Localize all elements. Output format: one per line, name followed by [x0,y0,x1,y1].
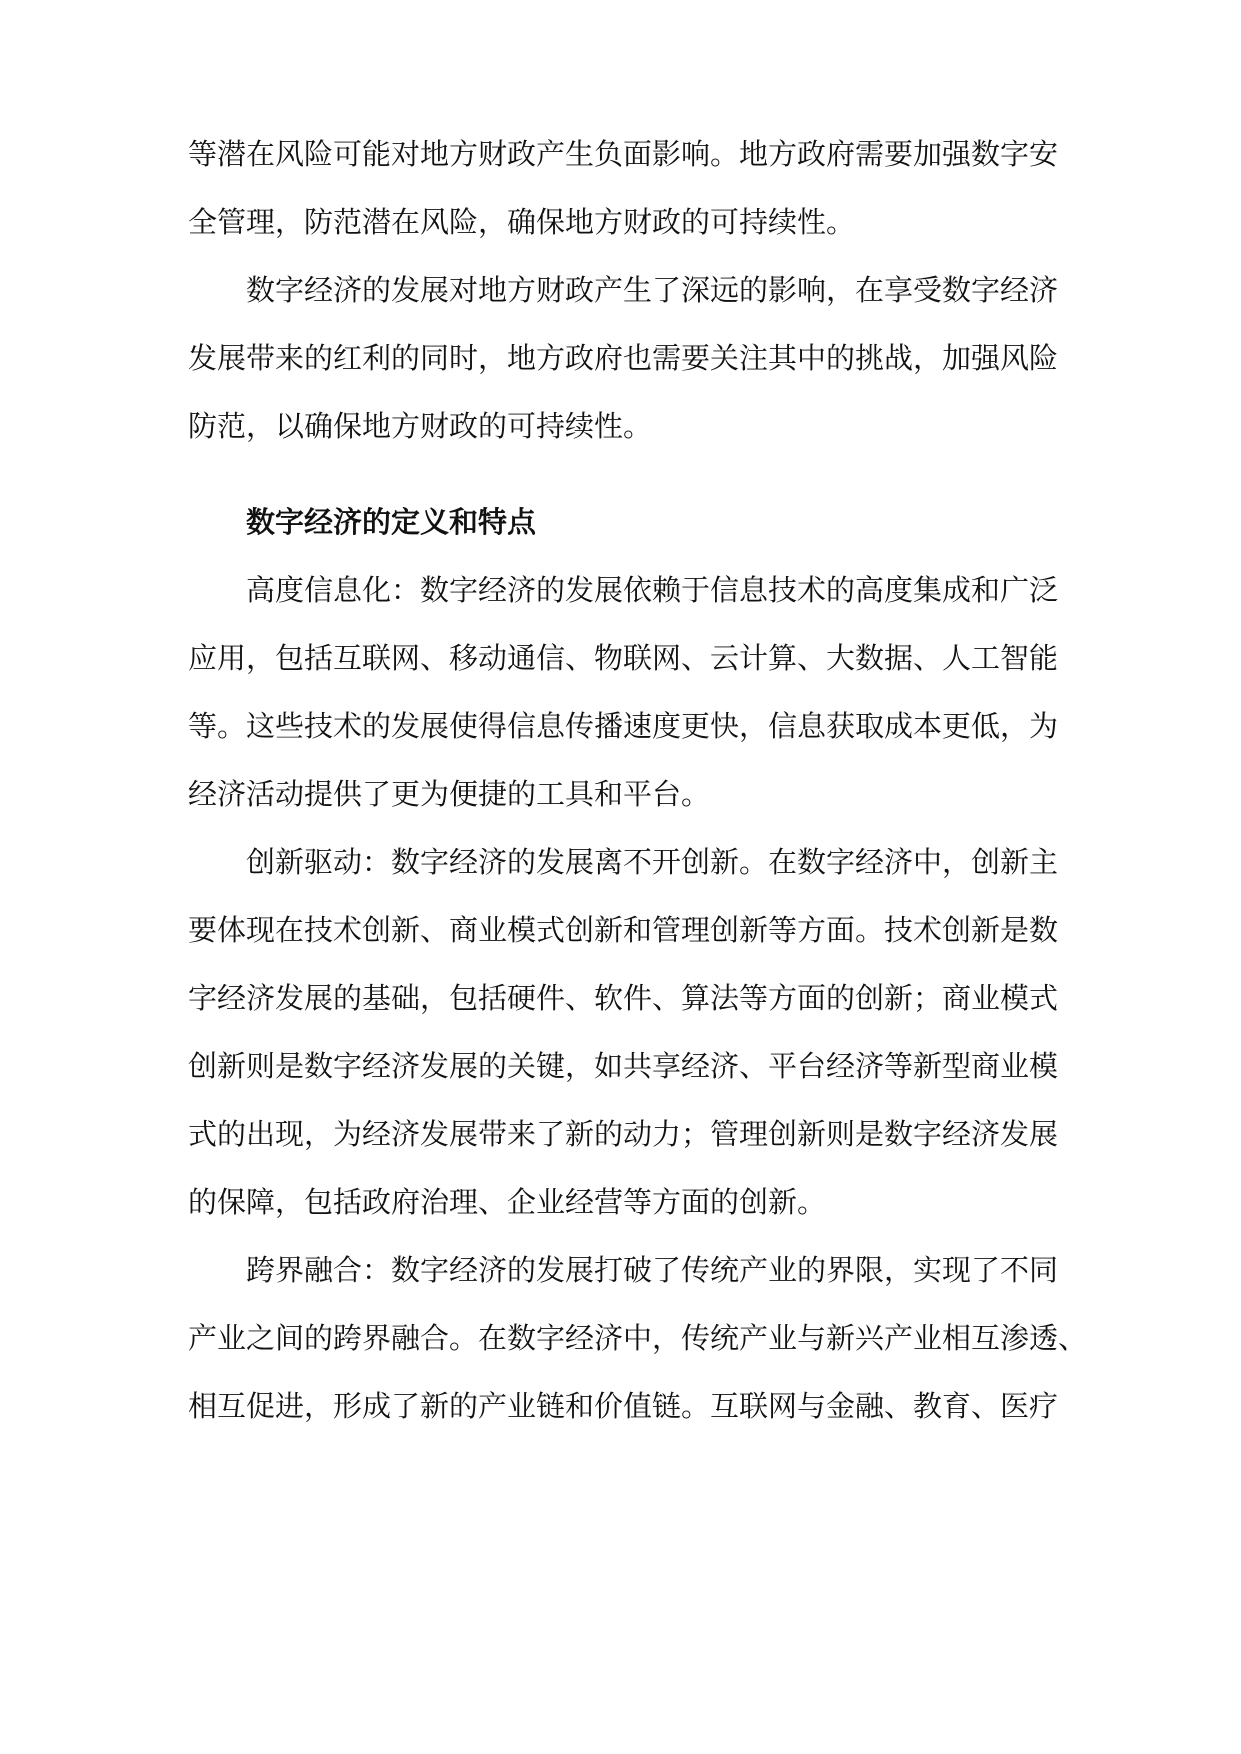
text-line: 高度信息化：数字经济的发展依赖于信息技术的高度集成和广泛 [246,573,1059,607]
text-line: 发展带来的红利的同时，地方政府也需要关注其中的挑战，加强风险 [188,341,1059,375]
text-line: 的保障，包括政府治理、企业经营等方面的创新。 [188,1185,827,1219]
text-line: 相互促进，形成了新的产业链和价值链。互联网与金融、教育、医疗 [188,1389,1059,1423]
text-line: 数字经济的发展对地方财政产生了深远的影响，在享受数字经济 [246,273,1059,307]
text-line: 式的出现，为经济发展带来了新的动力；管理创新则是数字经济发展 [188,1117,1059,1151]
text-line: 防范，以确保地方财政的可持续性。 [188,409,653,443]
text-line: 应用，包括互联网、移动通信、物联网、云计算、大数据、人工智能 [188,641,1059,675]
text-line: 等潜在风险可能对地方财政产生负面影响。地方政府需要加强数字安 [188,137,1059,171]
text-line: 等。这些技术的发展使得信息传播速度更快，信息获取成本更低，为 [188,709,1059,743]
text-line: 创新则是数字经济发展的关键，如共享经济、平台经济等新型商业模 [188,1049,1059,1083]
text-line: 要体现在技术创新、商业模式创新和管理创新等方面。技术创新是数 [188,913,1059,947]
text-line: 经济活动提供了更为便捷的工具和平台。 [188,777,711,811]
text-line: 跨界融合：数字经济的发展打破了传统产业的界限，实现了不同 [246,1253,1059,1287]
text-line: 全管理，防范潜在风险，确保地方财政的可持续性。 [188,205,856,239]
text-line: 创新驱动：数字经济的发展离不开创新。在数字经济中，创新主 [246,845,1059,879]
text-line: 产业之间的跨界融合。在数字经济中，传统产业与新兴产业相互渗透、 [188,1321,1088,1355]
text-line: 字经济发展的基础，包括硬件、软件、算法等方面的创新；商业模式 [188,981,1059,1015]
section-heading: 数字经济的定义和特点 [246,505,537,539]
